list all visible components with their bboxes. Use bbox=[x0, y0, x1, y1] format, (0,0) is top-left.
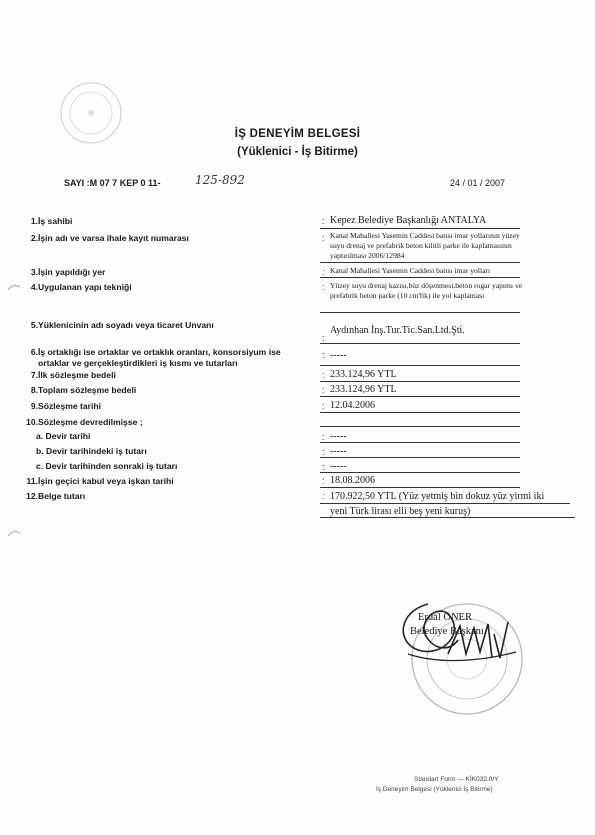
signatory-name: Erdal ÖNER bbox=[418, 612, 472, 623]
reference-number-label: SAYI :M 07 7 KEP 0 11- bbox=[64, 178, 161, 188]
row-number: 11. bbox=[26, 476, 38, 486]
row-number: 3. bbox=[30, 267, 38, 277]
colon: : bbox=[322, 267, 325, 277]
underline bbox=[320, 517, 575, 518]
field-label-devir-tarihi: a. Devir tarihi bbox=[36, 431, 91, 441]
underline bbox=[320, 426, 520, 427]
colon: : bbox=[322, 462, 325, 472]
colon: : bbox=[322, 282, 325, 292]
underline bbox=[320, 457, 520, 458]
field-label-sozlesme-tarihi: Sözleşme tarihi bbox=[38, 401, 102, 411]
underline bbox=[320, 228, 520, 229]
field-value-devir-tarihi: ----- bbox=[330, 431, 347, 442]
field-label-yuklenici: Yüklenicinin adı soyadı veya ticaret Unvanı bbox=[38, 320, 214, 330]
underline bbox=[320, 381, 520, 382]
underline bbox=[320, 396, 520, 397]
document-title: İŞ DENEYİM BELGESİ bbox=[234, 128, 361, 140]
field-value-isin-adi: Kanal Mahallesi Yasemin Caddesi batısı imar yollarının yüzey suyu drenaj ve prefabrik beton kilitli parke ile kaplamasının yaptırılması 2006/12984 bbox=[330, 231, 520, 260]
field-value-sozlesme-tarihi: 12.04.2006 bbox=[330, 400, 375, 411]
document-subtitle: (Yüklenici - İş Bitirme) bbox=[237, 146, 358, 158]
row-number: 2. bbox=[30, 233, 38, 243]
row-number: 10. bbox=[26, 417, 38, 427]
field-value-devir-sonraki: ----- bbox=[330, 461, 347, 472]
underline bbox=[320, 277, 520, 278]
colon: : bbox=[322, 216, 325, 226]
field-label-devir-is-tutari: b. Devir tarihindeki iş tutarı bbox=[36, 446, 147, 456]
handwritten-reference-number: 125-892 bbox=[195, 173, 245, 187]
field-value-is-ortakligi: ----- bbox=[330, 350, 347, 361]
field-label-toplam-sozlesme: Toplam sözleşme bedeli bbox=[38, 385, 137, 395]
row-number: 12. bbox=[26, 491, 38, 501]
field-value-ilk-sozlesme: 233.124,96 YTL bbox=[330, 369, 397, 380]
field-value-yapildigi-yer: Kanal Mahallesi Yasemin Caddesi batısı imar yolları bbox=[330, 266, 491, 275]
field-label-yapi-teknigi: Uygulanan yapı tekniği bbox=[38, 282, 132, 292]
row-number: 6. bbox=[30, 347, 38, 357]
field-value-devir-is-tutari: ----- bbox=[330, 446, 347, 457]
underline bbox=[320, 487, 520, 488]
field-label-isin-adi: İşin adı ve varsa ihale kayıt numarası bbox=[38, 233, 189, 243]
underline bbox=[320, 412, 520, 413]
row-number: 9. bbox=[30, 401, 38, 411]
row-number: 1. bbox=[30, 216, 38, 226]
underline bbox=[320, 312, 520, 313]
field-label-ilk-sozlesme: İlk sözleşme bedeli bbox=[38, 370, 116, 380]
field-value-yapi-teknigi: Yüzey suyu drenaj kazısı,büz döşenmesi,beton rogar yapımı ve prefabrik beton parke (10 cm'lik) ile yol kaplaması bbox=[330, 281, 523, 300]
field-label-yapildigi-yer: İşin yapıldığı yer bbox=[38, 267, 106, 277]
field-value-is-sahibi: Kepez Belediye Başkanlığı ANTALYA bbox=[330, 215, 487, 226]
form-name: İş Deneyim Belgesi (Yüklenici İş Bitirme) bbox=[376, 786, 493, 793]
colon: : bbox=[322, 432, 325, 442]
row-number: 8. bbox=[30, 385, 38, 395]
underline bbox=[320, 442, 520, 443]
field-label-devir-sonraki: c. Devir tarihinden sonraki iş tutarı bbox=[36, 461, 178, 471]
field-value-gecici-kabul: 18.08.2006 bbox=[330, 475, 375, 486]
underline bbox=[320, 503, 570, 504]
underline bbox=[320, 262, 520, 263]
colon: : bbox=[322, 385, 325, 395]
colon: : bbox=[322, 401, 325, 411]
colon: : bbox=[322, 333, 325, 343]
colon: : bbox=[322, 476, 325, 486]
colon: : bbox=[322, 447, 325, 457]
document-date: 24 / 01 / 2007 bbox=[450, 178, 506, 188]
margin-mark bbox=[6, 528, 24, 538]
field-value-toplam-sozlesme: 233.124,96 YTL bbox=[330, 384, 397, 395]
row-number: 5. bbox=[30, 320, 38, 330]
margin-mark bbox=[6, 282, 24, 292]
field-label-is-ortakligi: İş ortaklığı ise ortaklar ve ortaklık oranları, konsorsiyum ise ortaklar ve gerçekleştirdikleri iş kısmı ve tutarları bbox=[38, 347, 281, 368]
row-number: 4. bbox=[30, 282, 38, 292]
colon: : bbox=[322, 350, 325, 360]
field-label-devir: Sözleşme devredilmişse ; bbox=[38, 417, 143, 427]
underline bbox=[320, 365, 520, 366]
underline bbox=[320, 343, 520, 344]
field-value-belge-tutari: 170.922,50 YTL (Yüz yetmiş bin dokuz yüz yirmi iki yeni Türk lirası elli beş yeni kuruş) bbox=[330, 491, 545, 517]
handwritten-signature bbox=[388, 592, 538, 678]
underline bbox=[320, 472, 520, 473]
colon: : bbox=[322, 491, 325, 501]
row-number: 7. bbox=[30, 370, 38, 380]
field-label-belge-tutari: Belge tutarı bbox=[38, 491, 86, 501]
field-label-gecici-kabul: İşin geçici kabul veya işkan tarihi bbox=[38, 476, 174, 486]
form-code: Standart Form — KİK032.0/Y bbox=[414, 776, 499, 783]
colon: : bbox=[322, 233, 325, 243]
field-value-yuklenici: Aydınhan İnş.Tur.Tic.San.Ltd.Şti. bbox=[330, 325, 465, 336]
colon: : bbox=[322, 370, 325, 380]
field-label-is-sahibi: İş sahibi bbox=[38, 216, 73, 226]
signatory-title: Belediye Başkanı bbox=[410, 626, 484, 637]
